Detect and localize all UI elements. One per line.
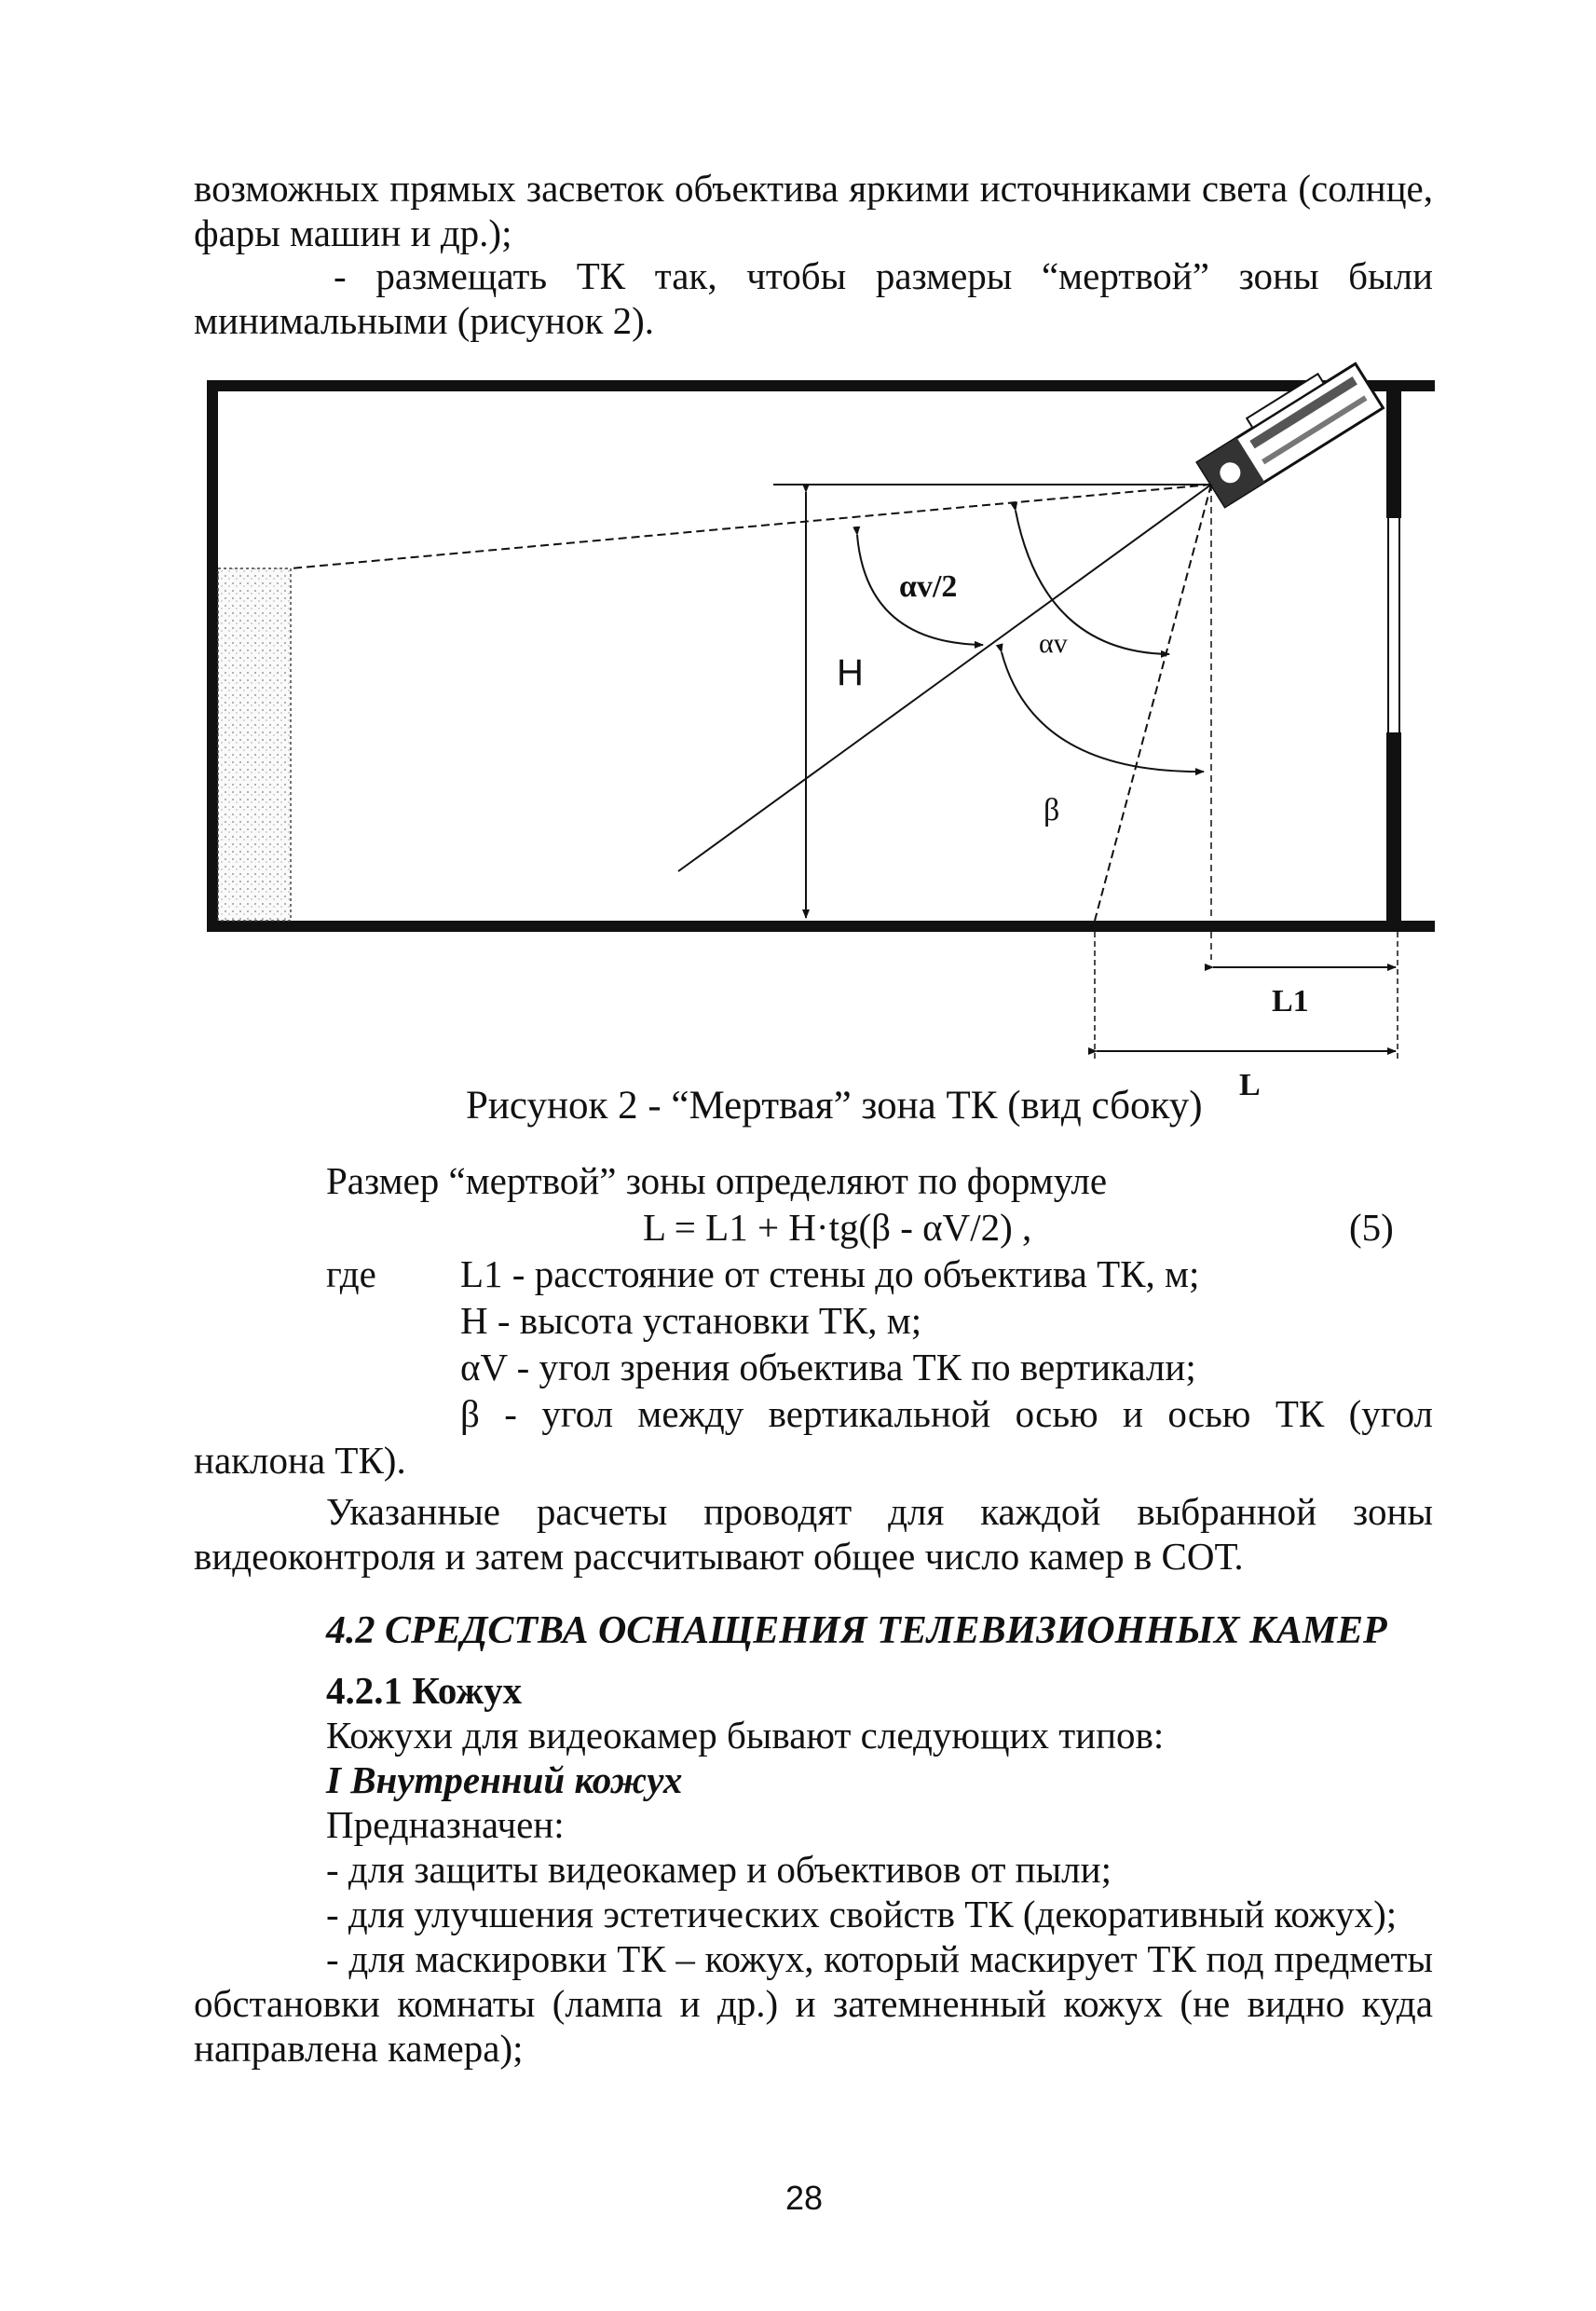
definition-alpha: αV - угол зрения объектива ТК по вертикали; (460, 1346, 1196, 1388)
half-angle-label: αv/2 (899, 569, 958, 604)
angle-v-label: αv (1039, 628, 1068, 659)
purpose-label: Предназначен: (326, 1803, 565, 1846)
purpose-item-3-line-2: обстановки комнаты (лампа и др.) и затемненный кожух (не видно куда (194, 1982, 1433, 2025)
paragraph-line-1: Указанные расчеты проводят для каждой выбранной зоны (326, 1490, 1433, 1533)
formula-where: где (326, 1252, 376, 1295)
subsection-heading: 4.2.1 Кожух (326, 1669, 523, 1712)
beta-label: β (1044, 793, 1060, 827)
intro-line-1: возможных прямых засветок объектива яркими источниками света (солнце, (194, 167, 1433, 210)
figure-caption: Рисунок 2 - “Мертвая” зона ТК (вид сбоку) (466, 1084, 1203, 1128)
formula-intro: Размер “мертвой” зоны определяют по формуле (326, 1159, 1108, 1202)
purpose-item-3: - для маскировки ТК – кожух, который маскирует ТК под предметы (326, 1937, 1433, 1980)
dead-zone-diagram (0, 0, 1596, 1118)
type-1-heading: I Внутренний кожух (326, 1758, 683, 1801)
l1-label: L1 (1272, 984, 1309, 1019)
camera-icon (1192, 354, 1384, 507)
purpose-item-2: - для улучшения эстетических свойств ТК (декоративный кожух); (326, 1893, 1398, 1935)
definition-beta: β - угол между вертикальной осью и осью ТК (угол (460, 1392, 1433, 1435)
paragraph-line-2: видеоконтроля и затем рассчитывают общее число камер в СОТ. (194, 1535, 1244, 1578)
intro-line-3: - размещать ТК так, чтобы размеры “мертвой” зоны были (334, 254, 1433, 297)
purpose-item-1: - для защиты видеокамер и объективов от пыли; (326, 1848, 1112, 1891)
definition-h: Н - высота установки ТК, м; (460, 1299, 922, 1342)
formula-equation: L = L1 + H·tg(β - αV/2) , (643, 1206, 1032, 1249)
intro-line-2: фары машин и др.); (194, 212, 512, 254)
section-heading: 4.2 СРЕДСТВА ОСНАЩЕНИЯ ТЕЛЕВИЗИОННЫХ КАМЕР (326, 1609, 1387, 1652)
definition-beta-continued: наклона ТК). (194, 1439, 406, 1482)
wall-block (218, 568, 291, 921)
intro-line-4: минимальными (рисунок 2). (194, 299, 655, 342)
page-number: 28 (785, 2179, 824, 2217)
definition-l1: L1 - расстояние от стены до объектива ТК, м; (460, 1252, 1200, 1295)
l-label: L (1239, 1068, 1261, 1102)
types-intro: Кожухи для видеокамер бывают следующих типов: (326, 1714, 1165, 1757)
purpose-item-3-line-3: направлена камера); (194, 2027, 524, 2070)
height-label: H (837, 652, 864, 693)
formula-number: (5) (1349, 1206, 1394, 1249)
